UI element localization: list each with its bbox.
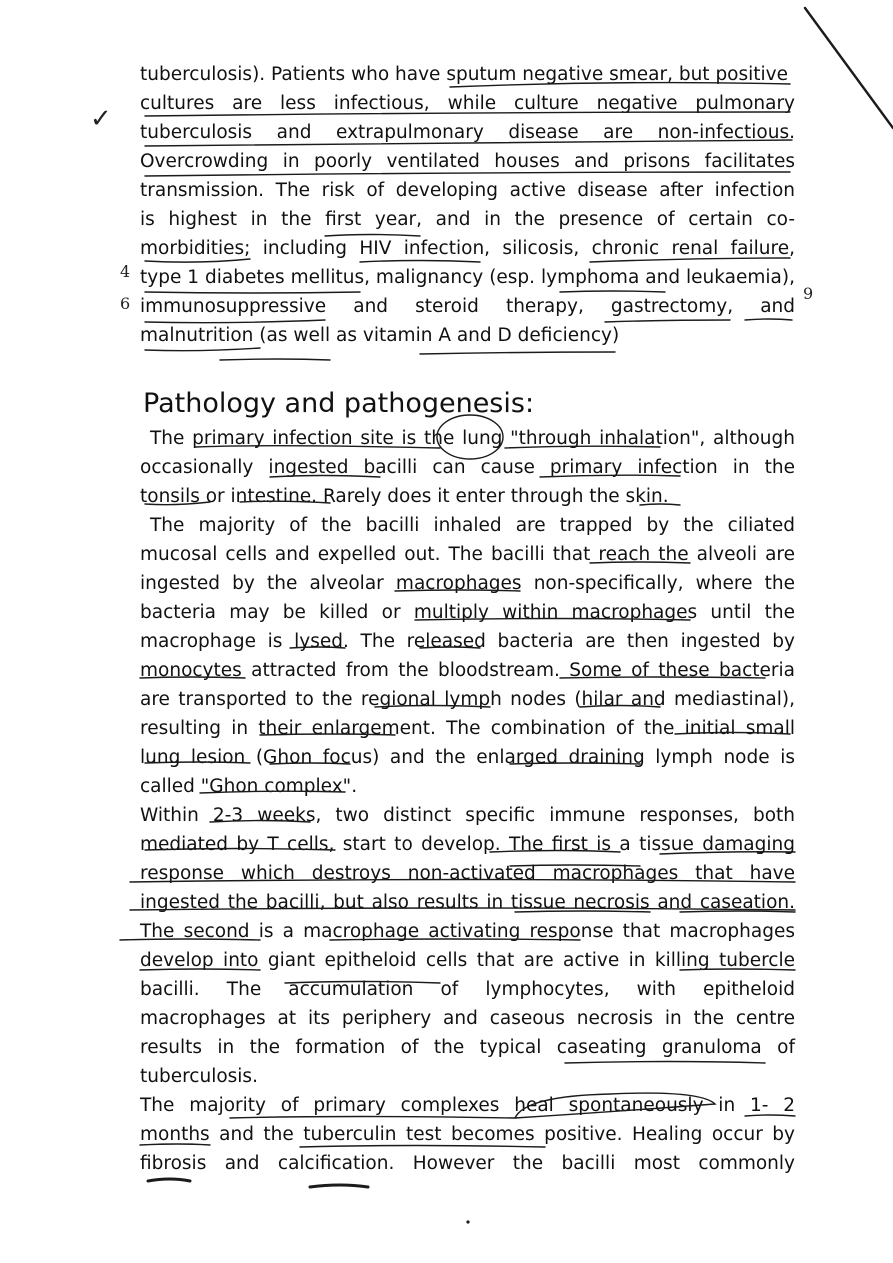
text-line: months and the tuberculin test becomes positive. Healing occur by <box>140 1124 795 1145</box>
margin-checkmark: ✓ <box>90 104 112 134</box>
text-line: is highest in the first year, and in the presence of certain co- <box>140 209 795 230</box>
pen-smudge <box>310 1185 368 1187</box>
underline <box>220 359 330 360</box>
ink-dot <box>466 1220 469 1223</box>
text-line: Within 2-3 weeks, two distinct specific immune responses, both <box>140 805 795 826</box>
section-body <box>140 424 795 1178</box>
text-line: resulting in their enlargement. The combination of the initial small <box>140 718 795 739</box>
text-line: The majority of primary complexes heal spontaneously in 1- 2 <box>140 1095 795 1116</box>
text-line: Overcrowding in poorly ventilated houses and prisons facilitates <box>140 151 795 172</box>
margin-note-four: 4 <box>120 262 131 281</box>
text-line: bacteria may be killed or multiply within macrophages until the <box>140 602 795 623</box>
text-line: develop into giant epitheloid cells that are active in killing tubercle <box>140 950 795 971</box>
text-line: mediated by T cells, start to develop. The first is a tissue damaging <box>140 834 795 855</box>
text-line: occasionally ingested bacilli can cause primary infection in the <box>140 457 795 478</box>
text-line: ingested the bacilli, but also results in tissue necrosis and caseation. <box>140 892 795 913</box>
text-line: mucosal cells and expelled out. The bacilli that reach the alveoli are <box>140 544 795 565</box>
text-line: The primary infection site is the lung "through inhalation", although <box>150 428 795 449</box>
text-line: are transported to the regional lymph nodes (hilar and mediastinal), <box>140 689 795 710</box>
text-line: results in the formation of the typical caseating granuloma of <box>140 1037 795 1058</box>
text-line: called "Ghon complex". <box>140 776 358 797</box>
text-line: transmission. The risk of developing active disease after infection <box>140 180 795 201</box>
text-line: macrophages at its periphery and caseous necrosis in the centre <box>140 1008 795 1029</box>
corner-pen-stroke <box>805 8 893 128</box>
margin-note-six: 6 <box>120 294 131 313</box>
text-line: morbidities; including HIV infection, silicosis, chronic renal failure, <box>140 238 795 259</box>
text-line: macrophage is lysed. The released bacteria are then ingested by <box>140 631 795 652</box>
text-line: tuberculosis). Patients who have sputum negative smear, but positive <box>140 64 789 85</box>
text-line: response which destroys non-activated macrophages that have <box>140 863 795 884</box>
section-heading: Pathology and pathogenesis: <box>143 388 535 419</box>
margin-note-nine: 9 <box>803 284 814 303</box>
text-line: lung lesion (Ghon focus) and the enlarged draining lymph node is <box>140 747 795 768</box>
text-line: bacilli. The accumulation of lymphocytes, with epitheloid <box>140 979 795 1000</box>
text-line: tuberculosis and extrapulmonary disease are non-infectious. <box>140 122 795 143</box>
text-line: monocytes attracted from the bloodstream. Some of these bacteria <box>140 660 795 681</box>
top-paragraph <box>140 60 795 350</box>
text-line: cultures are less infectious, while culture negative pulmonary <box>140 93 795 114</box>
pen-smudge <box>148 1179 190 1181</box>
text-line: The majority of the bacilli inhaled are trapped by the ciliated <box>150 515 795 536</box>
underline <box>420 352 615 354</box>
text-line: ingested by the alveolar macrophages non-specifically, where the <box>140 573 795 594</box>
text-line: immunosuppressive and steroid therapy, gastrectomy, and <box>140 296 795 317</box>
text-line: The second is a macrophage activating response that macrophages <box>140 921 795 942</box>
text-line: tuberculosis. <box>140 1066 258 1087</box>
text-line: type 1 diabetes mellitus, malignancy (esp. lymphoma and leukaemia), <box>140 267 795 288</box>
text-line: malnutrition (as well as vitamin A and D deficiency) <box>140 325 620 346</box>
text-line: fibrosis and calcification. However the bacilli most commonly <box>140 1153 795 1174</box>
text-line: tonsils or intestine. Rarely does it enter through the skin. <box>140 486 669 507</box>
